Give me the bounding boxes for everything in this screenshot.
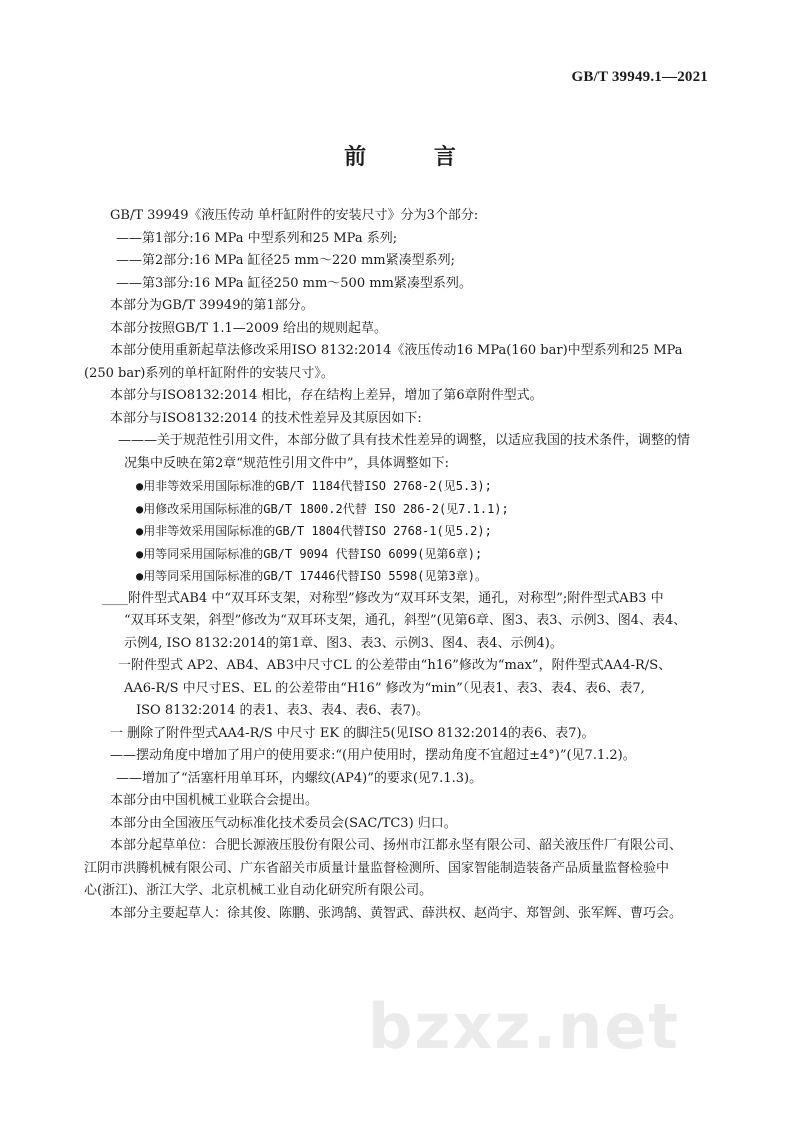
bullet-item: ●用等同采用国际标准的GB/T 17446代替ISO 5598(见第3章)。 (136, 569, 487, 583)
paragraph-continuation: 江阴市洪腾机械有限公司、广东省韶关市质量计量监督检测所、国家智能制造装备产品质量监督检验中 (84, 860, 670, 876)
list-item: ——第2部分:16 MPa 缸径25 mm～220 mm紧凑型系列; (116, 253, 455, 268)
foreword-body (84, 206, 712, 926)
paragraph: 本部分起草单位：合肥长源液压股份有限公司、扬州市江都永坚有限公司、韶关液压件厂有限公司、 (110, 838, 683, 853)
list-item: 一附件型式 AP2、AB4、AB3中尺寸CL 的公差带由“h16”修改为“max”，附件型式AA4-R/S、 (118, 658, 672, 673)
paragraph: 本部分由中国机械工业联合会提出。 (110, 793, 319, 808)
paragraph: 本部分由全国液压气动标准化技术委员会(SAC/TC3) 归口。 (110, 815, 457, 831)
paragraph: 本部分按照GB/T 1.1—2009 给出的规则起草。 (110, 320, 388, 336)
bullet-item: ●用非等效采用国际标准的GB/T 1804代替ISO 2768-1(见5.2); (136, 524, 492, 538)
bullet-item: ●用修改采用国际标准的GB/T 1800.2代替 ISO 286-2(见7.1.1); (136, 501, 509, 516)
list-item-continuation: 示例4, ISO 8132:2014的第1章、图3、表3、示例3、图4、表4、示例4)。 (124, 635, 563, 651)
list-item-continuation: ISO 8132:2014 的表1、表3、表4、表6、表7)。 (136, 703, 429, 718)
bullet-item: ●用等同采用国际标准的GB/T 9094 代替ISO 6099(见第6章); (136, 546, 483, 561)
list-item-continuation: AA6-R/S 中尺寸ES、EL 的公差带由“H16” 修改为“min”（见表1、表3、表4、表6、表7, (124, 680, 645, 696)
list-item-continuation: “双耳环支架，斜型”修改为“双耳环支架，通孔，斜型”(见第6章、图3、表3、示例3、图4、表4、 (124, 613, 687, 628)
list-item: ____附件型式AB4 中“双耳环支架，对称型”修改为“双耳环支架，通孔，对称型”;附件型式AB3 中 (102, 590, 664, 606)
paragraph: 本部分为GB/T 39949的第1部分。 (110, 298, 314, 313)
list-item: ——增加了“活塞杆用单耳环，内螺纹(AP4)”的要求(见7.1.3)。 (116, 770, 483, 786)
list-item: ——摆动角度中增加了用户的使用要求:“(用户使用时，摆动角度不宜超过±4°)”(见7.1.2)。 (110, 748, 636, 763)
paragraph: 本部分与ISO8132:2014 相比，存在结构上差异，增加了第6章附件型式。 (110, 388, 543, 403)
page-title: 前 言 (344, 145, 486, 170)
standard-number: GB/T 39949.1—2021 (571, 69, 708, 85)
paragraph: 本部分主要起草人：徐其俊、陈鹏、张鸿鹄、黄智武、薛洪权、赵尚宇、郑智剑、张军辉、曹巧会。 (110, 905, 683, 921)
list-item: 一 删除了附件型式AA4-R/S 中尺寸 EK 的脚注5(见ISO 8132:2014的表6、表7)。 (110, 725, 595, 741)
paragraph: 本部分与ISO8132:2014 的技术性差异及其原因如下: (110, 410, 422, 426)
list-item: ——第3部分:16 MPa 缸径250 mm～500 mm紧凑型系列。 (116, 275, 472, 291)
list-item-continuation: 况集中反映在第2章“规范性引用文件中”，具体调整如下: (124, 455, 449, 471)
paragraph-continuation: (250 bar)系列的单杆缸附件的安装尺寸》。 (84, 365, 334, 381)
paragraph-continuation: 心(浙江)、浙江大学、北京机械工业自动化研究所有限公司。 (84, 883, 433, 898)
paragraph: GB/T 39949《液压传动 单杆缸附件的安装尺寸》分为3个部分: (110, 208, 479, 223)
watermark: bzxz.net (368, 990, 680, 1063)
list-item: ——第1部分:16 MPa 中型系列和25 MPa 系列; (116, 230, 398, 246)
list-item: ———关于规范性引用文件，本部分做了具有技术性差异的调整，以适应我国的技术条件，调整的情 (118, 433, 691, 448)
bullet-item: ●用非等效采用国际标准的GB/T 1184代替ISO 2768-2(见5.3); (136, 479, 492, 493)
paragraph: 本部分使用重新起草法修改采用ISO 8132:2014《液压传动16 MPa(160 bar)中型系列和25 MPa (110, 343, 683, 358)
